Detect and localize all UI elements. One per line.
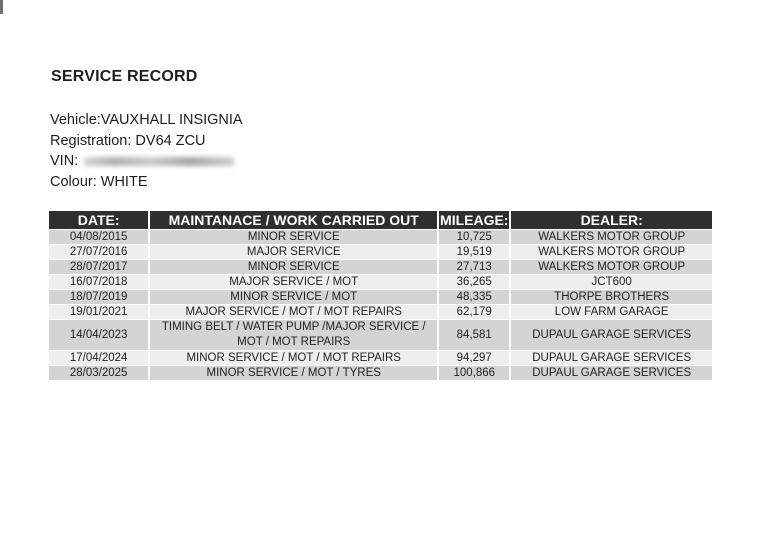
header-date: DATE: (49, 211, 148, 229)
table-row (49, 230, 712, 244)
cell-work: MINOR SERVICE (150, 260, 437, 274)
vehicle-info (50, 110, 243, 192)
vin-redacted-value (84, 157, 234, 166)
cell-mileage: 48,335 (439, 290, 509, 304)
registration-line: Registration: DV64 ZCU (50, 132, 206, 149)
header-work: MAINTANACE / WORK CARRIED OUT (150, 211, 437, 229)
cell-dealer: WALKERS MOTOR GROUP (511, 230, 712, 244)
table-row (49, 351, 712, 365)
cell-dealer: DUPAUL GARAGE SERVICES (511, 351, 712, 365)
table-header-row (49, 211, 712, 229)
cell-date: 19/01/2021 (49, 305, 148, 319)
cell-work: MAJOR SERVICE (150, 245, 437, 259)
cell-date: 28/07/2017 (49, 260, 148, 274)
header-mileage: MILEAGE: (440, 212, 509, 228)
cell-mileage: 36,265 (439, 275, 509, 289)
table-row (49, 366, 712, 380)
cell-dealer: JCT600 (511, 275, 712, 289)
cell-date: 18/07/2019 (49, 290, 148, 304)
colour-line: Colour: WHITE (50, 173, 148, 190)
cell-mileage: 84,581 (439, 320, 509, 350)
cell-date: 04/08/2015 (49, 230, 148, 244)
cell-work: MAJOR SERVICE / MOT / MOT REPAIRS (150, 305, 437, 319)
cell-mileage: 27,713 (439, 260, 509, 274)
cell-work: MINOR SERVICE / MOT / TYRES (150, 366, 437, 380)
cell-date: 14/04/2023 (49, 320, 148, 350)
cell-dealer: WALKERS MOTOR GROUP (511, 260, 712, 274)
service-table (47, 210, 714, 381)
cell-date: 16/07/2018 (49, 275, 148, 289)
cell-date: 28/03/2025 (49, 366, 148, 380)
cell-mileage: 94,297 (439, 351, 509, 365)
cell-mileage: 100,866 (439, 366, 509, 380)
vin-line (50, 151, 243, 172)
scan-edge-mark (0, 0, 3, 14)
page-title: SERVICE RECORD (51, 68, 198, 85)
cell-work: MINOR SERVICE / MOT (150, 290, 437, 304)
table-row (49, 260, 712, 274)
cell-mileage: 62,179 (439, 305, 509, 319)
cell-dealer: DUPAUL GARAGE SERVICES (511, 366, 712, 380)
vin-label: VIN: (50, 153, 79, 169)
table-row (49, 305, 712, 319)
cell-date: 17/04/2024 (49, 351, 148, 365)
cell-mileage: 10,725 (439, 230, 509, 244)
header-dealer: DEALER: (511, 211, 712, 229)
cell-work: TIMING BELT / WATER PUMP /MAJOR SERVICE / MOT / MOT REPAIRS (150, 320, 437, 350)
table-row (49, 245, 712, 259)
vehicle-line: Vehicle:VAUXHALL INSIGNIA (50, 112, 243, 128)
cell-mileage: 19,519 (439, 245, 509, 259)
table-row (49, 320, 712, 350)
cell-work: MAJOR SERVICE / MOT (150, 275, 437, 289)
table-row (49, 290, 712, 304)
cell-date: 27/07/2016 (49, 245, 148, 259)
cell-work: MINOR SERVICE (150, 230, 437, 244)
cell-dealer: WALKERS MOTOR GROUP (511, 245, 712, 259)
cell-dealer: LOW FARM GARAGE (511, 305, 712, 319)
cell-dealer: DUPAUL GARAGE SERVICES (511, 320, 712, 350)
cell-work: MINOR SERVICE / MOT / MOT REPAIRS (150, 351, 437, 365)
cell-dealer: THORPE BROTHERS (511, 290, 712, 304)
table-row (49, 275, 712, 289)
